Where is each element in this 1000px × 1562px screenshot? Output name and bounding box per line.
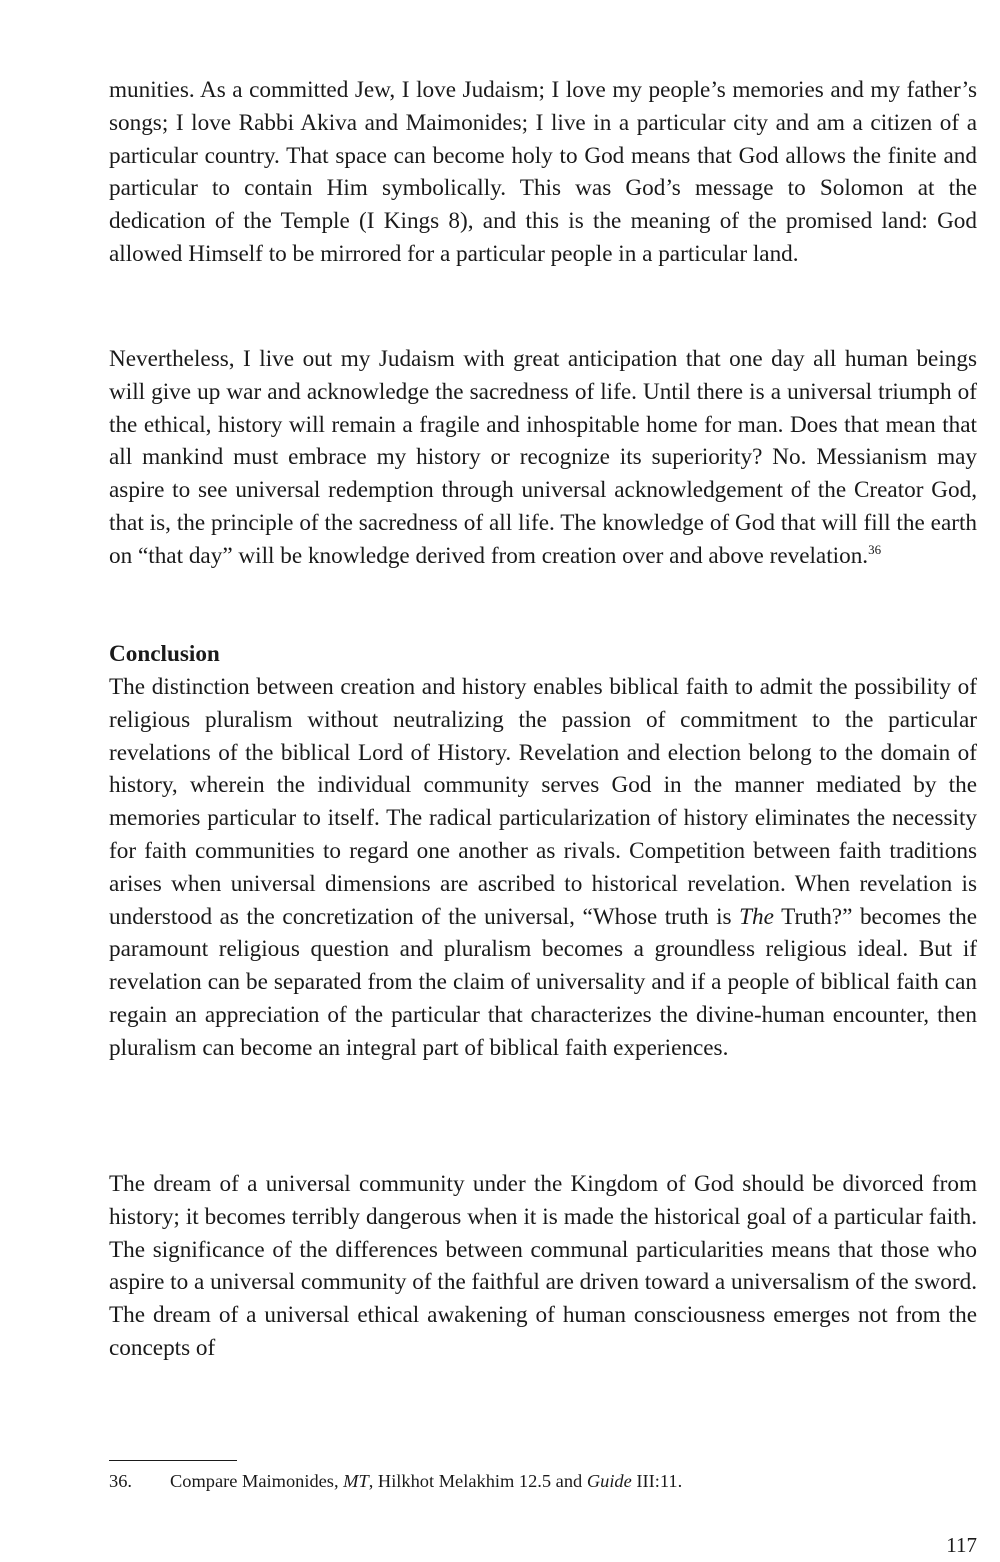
italic-text: Guide [586,1471,632,1491]
page [109,0,977,1562]
footnote-marker: 36 [868,541,882,557]
footnote-rule [109,1460,237,1461]
italic-text: The [739,903,774,930]
italic-text: MT [343,1471,369,1491]
text-run: The distinction between creation and history enables biblical faith to admit the possibility of religious pluralism without neutralizing the passion of commitment to the particular revelations of the biblical Lord of History. Revelation and election belong to the domain of history, wherein the individual community serves God in the manner mediated by the memories particular to itself. The radical particularization of history eliminates the necessity for faith communities to regard one another as rivals. Competition between faith traditions arises when universal dimensions are ascribed to historical revelation. When revelation is understood as the concretization of the universal, “Whose truth is [109,674,977,930]
footnote-number: 36. [109,1471,132,1491]
body-paragraph-4 [109,1168,977,1365]
text-run: munities. As a committed Jew, I love Judaism; I love my people’s memories and my father’s songs; I love Rabbi Akiva and Maimonides; I live in a particular city and am a citizen of a particular country. That space can become holy to God means that God allows the finite and particular to contain Him symbolically. This was God’s message to Solomon at the dedication of the Temple (I Kings 8), and this is the meaning of the promised land: God allowed Himself to be mirrored for a particular people in a particular land. [109,77,977,267]
page-number: 117 [946,1533,977,1557]
body-paragraph-2 [109,343,977,573]
text-run: Nevertheless, I live out my Judaism with great anticipation that one day all human beings will give up war and acknowledge the sacredness of life. Until there is a universal triumph of the ethical, history will remain a fragile and inhospitable home for man. Does that mean that all mankind must embrace my history or recognize its superiority? No. Messianism may aspire to see universal redemption through universal acknowledgement of the Creator God, that is, the principle of the sacredness of all life. The knowledge of God that will fill the earth on “that day” will be knowledge derived from creation over and above revelation. [109,346,977,569]
body-paragraph-1 [109,74,977,271]
text-run: Compare Maimonides, [170,1471,344,1491]
footnote-text [170,1471,682,1491]
text-run: III:11. [631,1471,683,1491]
body-paragraph-3 [109,671,977,1065]
text-run: , Hilkhot Melakhim 12.5 and [368,1471,587,1491]
section-heading: Conclusion [109,641,220,667]
text-run: The dream of a universal community under the Kingdom of God should be divorced from history; it becomes terribly dangerous when it is made the historical goal of a particular faith. The significance of the differences between communal particularities means that those who aspire to a universal community of the faithful are driven toward a universalism of the sword. The dream of a universal ethical awakening of human consciousness emerges not from the concepts of [109,1171,977,1361]
footnote [109,1468,682,1494]
text-run: Truth?” becomes the paramount religious question and pluralism becomes a groundless religious ideal. But if revelation can be separated from the claim of universality and if a people of biblical faith can regain an appreciation of the particular that characterizes the divine-human encounter, then pluralism can become an integral part of biblical faith experiences. [109,903,977,1061]
